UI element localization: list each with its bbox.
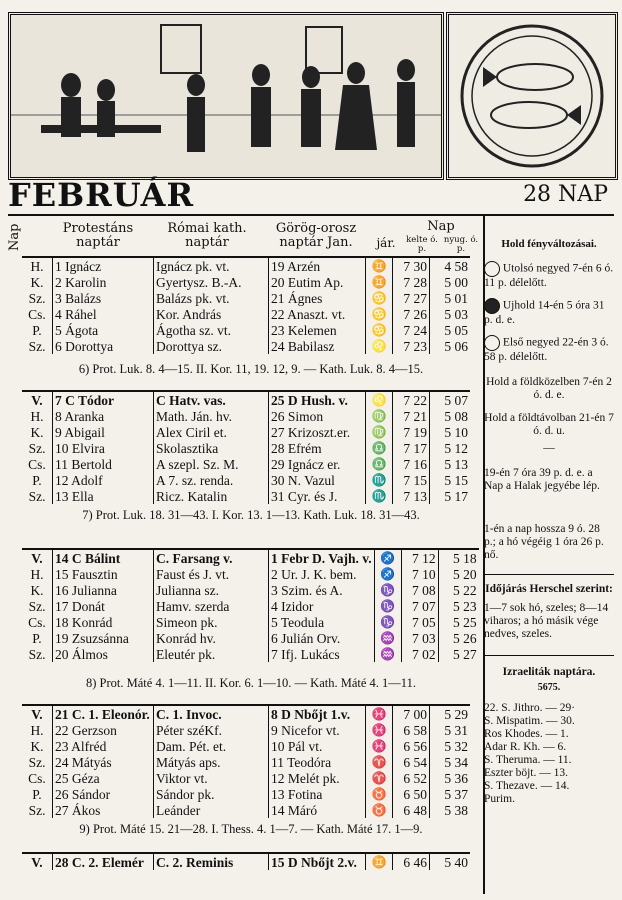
catholic-name: Leánder	[154, 802, 269, 818]
moon-sign-icon: ♊	[366, 853, 393, 870]
sunset: 5 10	[444, 424, 468, 440]
protestant-name: 18 Konrád	[53, 614, 154, 630]
table-row	[22, 566, 479, 582]
protestant-name: 3 Balázs	[53, 290, 154, 306]
reading-3: 8) Prot. Máté 4. 1—11. II. Kor. 6. 1—10. — Kath. Máté 4. 1—11.	[86, 676, 416, 690]
protestant-name: 7 C Tódor	[53, 391, 154, 408]
sunrise: 7 05	[401, 614, 438, 630]
weather-note: 1—7 sok hó, szeles; 8—14 viharos; a hó másik vége nedves, szeles.	[484, 602, 609, 640]
sunset: 4 58	[430, 257, 471, 274]
week-1	[22, 256, 470, 354]
col-head-romai: Római kath. naptár	[167, 221, 247, 250]
sunrise: 7 13	[393, 488, 430, 504]
col-head-protestans: Protestáns naptár	[62, 221, 134, 250]
week-2	[22, 390, 470, 504]
moon-sign-icon: ♐	[374, 549, 401, 566]
protestant-name: 28 C. 2. Elemér	[53, 853, 154, 870]
table-row	[22, 391, 470, 408]
sunset: 5 17	[444, 488, 468, 504]
catholic-name: Dam. Pét. et.	[154, 738, 269, 754]
protestant-name: 8 Aranka	[53, 408, 154, 424]
sunrise: 7 23	[393, 338, 430, 354]
sunrise: 7 08	[401, 582, 438, 598]
catholic-name: Dorottya sz.	[154, 338, 269, 354]
moon-sign-icon: ♑	[374, 598, 401, 614]
orthodox-name: 19 Arzén	[269, 257, 366, 274]
day-of-week: P.	[22, 630, 53, 646]
israel-list	[484, 702, 614, 806]
sunset: 5 07	[430, 391, 471, 408]
moon-sign-icon: ♍	[366, 408, 393, 424]
moon-sign-icon: ♒	[374, 630, 401, 646]
table-row	[22, 274, 470, 290]
orthodox-name: 2 Ur. J. K. bem.	[269, 566, 375, 582]
israel-item: Ros Khodes. — 1.	[484, 728, 569, 740]
sunset: 5 12	[444, 440, 468, 456]
table-row	[22, 290, 470, 306]
day-of-week: K.	[22, 582, 53, 598]
moon-sign-icon: ♐	[374, 566, 401, 582]
catholic-name: Faust és J. vt.	[154, 566, 269, 582]
sunrise: 7 07	[401, 598, 438, 614]
day-of-week: V.	[22, 549, 53, 566]
moon-sign-icon: ♌	[366, 391, 393, 408]
catholic-name: A szepl. Sz. M.	[154, 456, 269, 472]
catholic-name: Sándor pk.	[154, 786, 269, 802]
day-of-week: Cs.	[22, 456, 53, 472]
israel-item: S. Thezave. — 14.	[484, 780, 570, 792]
catholic-name: Alex Ciril et.	[154, 424, 269, 440]
catholic-name: Viktor vt.	[154, 770, 269, 786]
sunrise: 6 48	[393, 802, 430, 818]
protestant-name: 14 C Bálint	[53, 549, 154, 566]
protestant-name: 17 Donát	[53, 598, 154, 614]
protestant-name: 27 Ákos	[53, 802, 154, 818]
day-of-week: H.	[22, 566, 53, 582]
table-row	[22, 472, 470, 488]
sunset: 5 05	[444, 322, 468, 338]
day-of-week: P.	[22, 322, 53, 338]
sunrise: 7 27	[393, 290, 430, 306]
israel-item: Eszter böjt. — 13.	[484, 767, 568, 779]
sunset: 5 15	[444, 472, 468, 488]
protestant-name: 24 Mátyás	[53, 754, 154, 770]
israel-item: S. Mispatim. — 30.	[484, 715, 575, 727]
sunset: 5 03	[444, 306, 468, 322]
orthodox-name: 28 Efrém	[269, 440, 366, 456]
catholic-name: Kor. András	[154, 306, 269, 322]
protestant-name: 20 Álmos	[53, 646, 154, 662]
protestant-name: 23 Alfréd	[53, 738, 154, 754]
daylength-note: 1-én a nap hossza 9 ó. 28 p.; a hó végéig 1 óra 26 p. nő.	[484, 523, 604, 561]
day-of-week: V.	[22, 705, 53, 722]
moon-sign-icon: ♏	[366, 472, 393, 488]
col-head-sun: Nap	[427, 219, 455, 234]
moon-phases-title: Hold fényváltozásai.	[501, 238, 597, 250]
week-3	[22, 548, 479, 662]
moon-sign-icon: ♓	[366, 722, 393, 738]
table-row	[22, 338, 470, 354]
moon-sign-icon: ♈	[366, 770, 393, 786]
moon-sign-icon: ♈	[366, 754, 393, 770]
pisces-emblem	[446, 12, 618, 180]
perigee-note: Hold a földközelben 7-én 2 ó. d. e.	[486, 376, 612, 401]
orthodox-name: 31 Cyr. és J.	[269, 488, 366, 504]
protestant-name: 9 Abigail	[53, 424, 154, 440]
col-head-jar: jár.	[376, 236, 396, 250]
catholic-name: Konrád hv.	[154, 630, 269, 646]
orthodox-name: 30 N. Vazul	[269, 472, 366, 488]
sunset: 5 18	[438, 549, 479, 566]
orthodox-name: 21 Ágnes	[269, 290, 366, 306]
sunset: 5 00	[444, 274, 468, 290]
reading-1: 6) Prot. Luk. 8. 4—15. II. Kor. 11, 19. 12, 9. — Kath. Luk. 8. 4—15.	[78, 362, 424, 376]
catholic-name: Gyertysz. B.-A.	[154, 274, 269, 290]
col-head-gorog: Görög-orosz naptár Jan.	[275, 221, 357, 250]
day-of-week: Sz.	[22, 488, 53, 504]
moon-sign-icon: ♋	[366, 306, 393, 322]
israel-item: S. Theruma. — 11.	[484, 754, 572, 766]
day-of-week: H.	[22, 408, 53, 424]
sunset: 5 29	[430, 705, 471, 722]
orthodox-name: 8 D Nbőjt 1.v.	[269, 705, 366, 722]
orthodox-name: 29 Ignácz er.	[269, 456, 366, 472]
sunrise: 7 26	[393, 306, 430, 322]
day-of-week: H.	[22, 257, 53, 274]
moon-sign-icon: ♉	[366, 786, 393, 802]
table-row	[22, 306, 470, 322]
sunset: 5 32	[444, 738, 468, 754]
moon-sign-icon: ♍	[366, 424, 393, 440]
col-head-nyug: nyug. ó. p.	[443, 235, 479, 254]
sunset: 5 34	[444, 754, 468, 770]
israel-item: 22. S. Jithro. — 29·	[484, 702, 576, 714]
catholic-name: Simeon pk.	[154, 614, 269, 630]
day-of-week: Sz.	[22, 646, 53, 662]
table-row	[22, 424, 470, 440]
sunrise: 7 10	[401, 566, 438, 582]
catholic-name: Ricz. Katalin	[154, 488, 269, 504]
moon-sign-icon: ♋	[366, 322, 393, 338]
israel-item: Purim.	[484, 793, 515, 805]
table-row	[22, 770, 470, 786]
catholic-name: Hamv. szerda	[154, 598, 269, 614]
sunrise: 6 46	[393, 853, 430, 870]
days-count: 28 NAP	[523, 182, 608, 207]
catholic-name: Balázs pk. vt.	[154, 290, 269, 306]
moon-sign-icon: ♊	[366, 274, 393, 290]
sunset: 5 23	[453, 598, 477, 614]
sunset: 5 22	[453, 582, 477, 598]
day-of-week: Cs.	[22, 614, 53, 630]
moon-sign-icon: ♑	[374, 614, 401, 630]
day-of-week: Sz.	[22, 802, 53, 818]
moon-sign-icon: ♏	[366, 488, 393, 504]
catholic-name: C Hatv. vas.	[154, 391, 269, 408]
catholic-name: Ágotha sz. vt.	[154, 322, 269, 338]
sidebar-dash: —	[543, 442, 555, 454]
sunrise: 7 00	[393, 705, 430, 722]
sunrise: 7 24	[393, 322, 430, 338]
week-5	[22, 852, 470, 870]
table-row	[22, 440, 470, 456]
orthodox-name: 12 Melét pk.	[269, 770, 366, 786]
sunset: 5 13	[444, 456, 468, 472]
orthodox-name: 23 Kelemen	[269, 322, 366, 338]
catholic-name: Skolasztika	[154, 440, 269, 456]
sunset: 5 01	[444, 290, 468, 306]
day-of-week: K.	[22, 424, 53, 440]
col-head-nap: Nap	[7, 223, 22, 251]
sunrise: 7 21	[393, 408, 430, 424]
weather-title: Időjárás Herschel szerint:	[485, 583, 613, 595]
sunset: 5 37	[444, 786, 468, 802]
day-of-week: H.	[22, 722, 53, 738]
protestant-name: 16 Julianna	[53, 582, 154, 598]
sunrise: 7 16	[393, 456, 430, 472]
week-4	[22, 704, 470, 818]
last-quarter-icon	[484, 261, 500, 277]
sunset: 5 27	[453, 646, 477, 662]
sunrise: 7 03	[401, 630, 438, 646]
catholic-name: Péter széKf.	[154, 722, 269, 738]
moon-sign-icon: ♎	[366, 456, 393, 472]
sunset: 5 08	[444, 408, 468, 424]
moon-sign-icon: ♌	[366, 338, 393, 354]
moon-first-quarter: Első negyed 22-én 3 ó. 58 p. délelőtt.	[484, 336, 609, 363]
protestant-name: 26 Sándor	[53, 786, 154, 802]
moon-sign-icon: ♓	[366, 738, 393, 754]
day-of-week: Sz.	[22, 338, 53, 354]
catholic-name: C. 1. Invoc.	[154, 705, 269, 722]
orthodox-name: 20 Eutim Ap.	[269, 274, 366, 290]
reading-4: 9) Prot. Máté 15. 21—28. I. Thess. 4. 1—7. — Kath. Máté 17. 1—9.	[79, 822, 423, 836]
sunrise: 7 17	[393, 440, 430, 456]
sunrise: 6 54	[393, 754, 430, 770]
table-row	[22, 853, 470, 870]
protestant-name: 12 Adolf	[53, 472, 154, 488]
day-of-week: K.	[22, 274, 53, 290]
dance-scene-illustration	[8, 12, 444, 180]
orthodox-name: 10 Pál vt.	[269, 738, 366, 754]
orthodox-name: 5 Teodula	[269, 614, 375, 630]
protestant-name: 21 C. 1. Eleonór.	[53, 705, 154, 722]
day-of-week: Cs.	[22, 306, 53, 322]
sunrise: 7 28	[393, 274, 430, 290]
apogee-note: Hold a földtávolban 21-én 7 ó. d. u.	[484, 412, 614, 437]
day-of-week: Cs.	[22, 770, 53, 786]
first-quarter-icon	[484, 335, 500, 351]
protestant-name: 15 Fausztin	[53, 566, 154, 582]
protestant-name: 6 Dorottya	[53, 338, 154, 354]
sunrise: 6 52	[393, 770, 430, 786]
israel-title: Izraeliták naptára.	[502, 666, 596, 678]
orthodox-name: 15 D Nbőjt 2.v.	[269, 853, 366, 870]
moon-sign-icon: ♓	[366, 705, 393, 722]
day-of-week: K.	[22, 738, 53, 754]
catholic-name: A 7. sz. renda.	[154, 472, 269, 488]
pisces-note: 19-én 7 óra 39 p. d. e. a Nap a Halak jegyébe lép.	[484, 467, 600, 492]
sunset: 5 06	[444, 338, 468, 354]
orthodox-name: 6 Julián Orv.	[269, 630, 375, 646]
day-of-week: P.	[22, 472, 53, 488]
orthodox-name: 14 Máró	[269, 802, 366, 818]
table-row	[22, 488, 470, 504]
reading-2: 7) Prot. Luk. 18. 31—43. I. Kor. 13. 1—13. Kath. Luk. 18. 31—43.	[82, 508, 420, 522]
day-of-week: V.	[22, 391, 53, 408]
table-row	[22, 549, 479, 566]
israel-item: Adar R. Kh. — 6.	[484, 741, 567, 753]
table-row	[22, 598, 479, 614]
protestant-name: 25 Géza	[53, 770, 154, 786]
protestant-name: 22 Gerzson	[53, 722, 154, 738]
catholic-name: C. 2. Reminis	[154, 853, 269, 870]
orthodox-name: 26 Simon	[269, 408, 366, 424]
sunrise: 7 02	[401, 646, 438, 662]
table-row	[22, 802, 470, 818]
sunrise: 7 19	[393, 424, 430, 440]
day-of-week: Sz.	[22, 290, 53, 306]
orthodox-name: 13 Fotina	[269, 786, 366, 802]
col-head-kelte: kelte ó. p.	[406, 235, 438, 254]
protestant-name: 11 Bertold	[53, 456, 154, 472]
moon-last-quarter: Utolsó negyed 7-én 6 ó. 11 p. délelőtt.	[484, 262, 614, 289]
sunset: 5 25	[453, 614, 477, 630]
sunset: 5 20	[453, 566, 477, 582]
sunrise: 6 58	[393, 722, 430, 738]
protestant-name: 10 Elvira	[53, 440, 154, 456]
table-row	[22, 705, 470, 722]
table-row	[22, 738, 470, 754]
protestant-name: 13 Ella	[53, 488, 154, 504]
top-rule	[8, 214, 614, 216]
table-row	[22, 630, 479, 646]
new-moon-icon	[484, 298, 500, 314]
orthodox-name: 7 Ifj. Lukács	[269, 646, 375, 662]
sunset: 5 36	[444, 770, 468, 786]
sunrise: 7 15	[393, 472, 430, 488]
protestant-name: 19 Zsuzsánna	[53, 630, 154, 646]
table-row	[22, 754, 470, 770]
sunset: 5 38	[444, 802, 468, 818]
israel-year: 5675.	[537, 682, 561, 693]
table-row	[22, 408, 470, 424]
orthodox-name: 3 Szim. és A.	[269, 582, 375, 598]
moon-sign-icon: ♒	[374, 646, 401, 662]
table-row	[22, 646, 479, 662]
sunset: 5 26	[453, 630, 477, 646]
day-of-week: Sz.	[22, 754, 53, 770]
day-of-week: Sz.	[22, 440, 53, 456]
moon-sign-icon: ♊	[366, 257, 393, 274]
catholic-name: Ignácz pk. vt.	[154, 257, 269, 274]
day-of-week: P.	[22, 786, 53, 802]
sunrise: 7 30	[393, 257, 430, 274]
sunrise: 6 50	[393, 786, 430, 802]
orthodox-name: 24 Babilasz	[269, 338, 366, 354]
protestant-name: 4 Ráhel	[53, 306, 154, 322]
table-row	[22, 786, 470, 802]
orthodox-name: 9 Nicefor vt.	[269, 722, 366, 738]
protestant-name: 2 Karolin	[53, 274, 154, 290]
moon-sign-icon: ♑	[374, 582, 401, 598]
table-row	[22, 456, 470, 472]
sunrise: 7 12	[401, 549, 438, 566]
sunset: 5 40	[430, 853, 471, 870]
protestant-name: 5 Ágota	[53, 322, 154, 338]
month-title: FEBRUÁR	[8, 176, 195, 214]
sunrise: 7 22	[393, 391, 430, 408]
catholic-name: Mátyás aps.	[154, 754, 269, 770]
catholic-name: C. Farsang v.	[154, 549, 269, 566]
protestant-name: 1 Ignácz	[53, 257, 154, 274]
catholic-name: Julianna sz.	[154, 582, 269, 598]
table-row	[22, 257, 470, 274]
orthodox-name: 27 Krizoszt.er.	[269, 424, 366, 440]
moon-sign-icon: ♎	[366, 440, 393, 456]
day-of-week: V.	[22, 853, 53, 870]
orthodox-name: 11 Teodóra	[269, 754, 366, 770]
sunrise: 6 56	[393, 738, 430, 754]
moon-sign-icon: ♉	[366, 802, 393, 818]
orthodox-name: 4 Izidor	[269, 598, 375, 614]
catholic-name: Math. Ján. hv.	[154, 408, 269, 424]
orthodox-name: 22 Anaszt. vt.	[269, 306, 366, 322]
table-row	[22, 322, 470, 338]
table-row	[22, 614, 479, 630]
table-row	[22, 722, 470, 738]
moon-new: Ujhold 14-én 5 óra 31 p. d. e.	[484, 299, 605, 326]
moon-sign-icon: ♋	[366, 290, 393, 306]
table-row	[22, 582, 479, 598]
orthodox-name: 1 Febr D. Vajh. v.	[269, 549, 375, 566]
day-of-week: Sz.	[22, 598, 53, 614]
sunset: 5 31	[444, 722, 468, 738]
orthodox-name: 25 D Hush. v.	[269, 391, 366, 408]
catholic-name: Eleutér pk.	[154, 646, 269, 662]
